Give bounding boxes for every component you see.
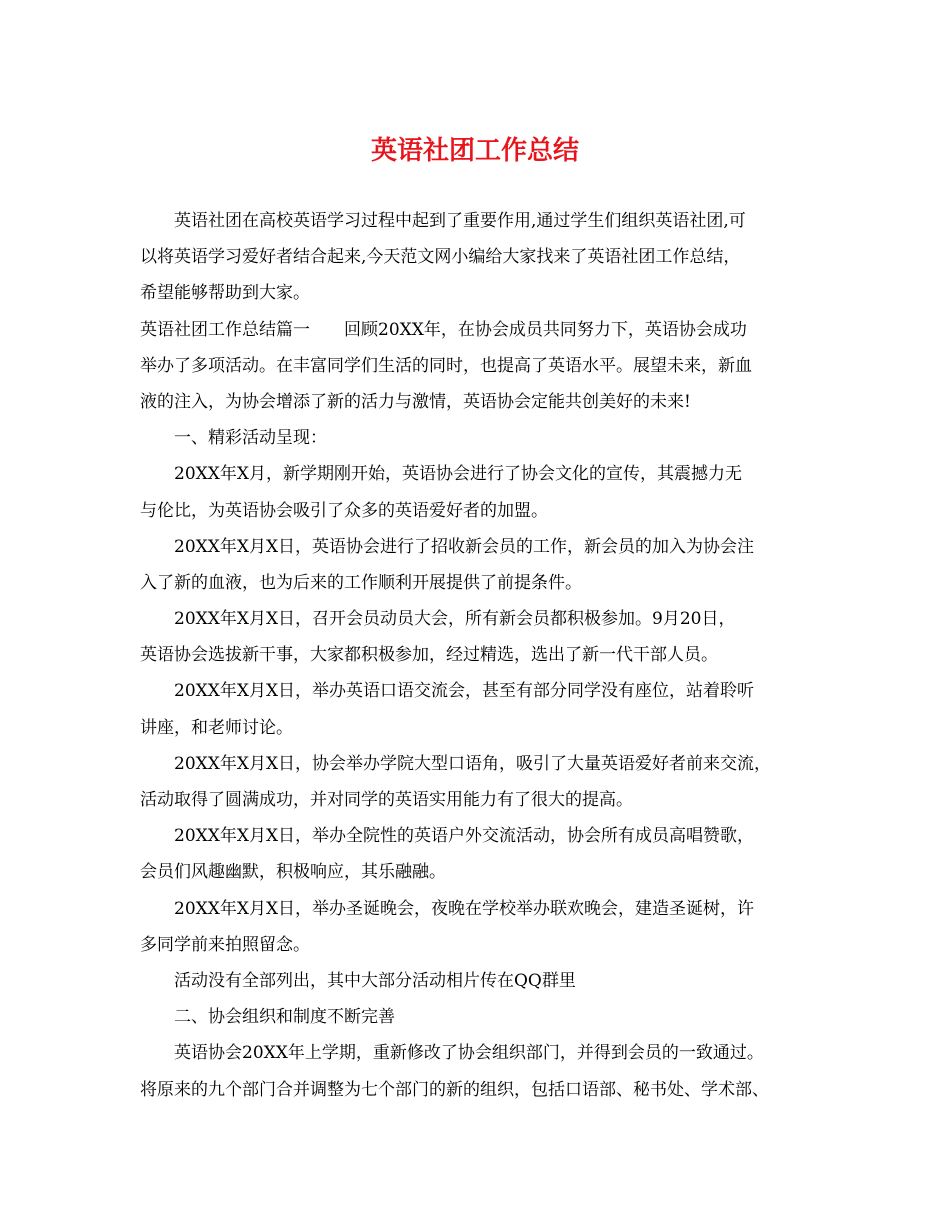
text-line: 液的注入，为协会增添了新的活力与激情，英语协会定能共创美好的未来! xyxy=(140,391,691,412)
text-line: 将原来的九个部门合并调整为七个部门的新的组织，包括口语部、秘书处、学术部、 xyxy=(140,1079,769,1100)
text-line: 20XX年X月，新学期刚开始，英语协会进行了协会文化的宣传，其震撼力无 xyxy=(174,464,742,485)
text-line: 20XX年X月X日，举办全院性的英语户外交流活动，协会所有成员高唱赞歌， xyxy=(174,826,755,847)
text-line: 20XX年X月X日，召开会员动员大会，所有新会员都积极参加。9月20日， xyxy=(174,609,736,630)
document-body xyxy=(140,203,830,1108)
text-line: 英语协会选拔新干事，大家都积极参加，经过精选，选出了新一代干部人员。 xyxy=(140,645,718,666)
text-line: 20XX年X月X日，协会举办学院大型口语角，吸引了大量英语爱好者前来交流， xyxy=(174,753,772,774)
text-line: 多同学前来拍照留念。 xyxy=(140,934,310,955)
text-line: 举办了多项活动。在丰富同学们生活的同时，也提高了英语水平。展望未来，新血 xyxy=(140,355,752,376)
text-line: 与伦比，为英语协会吸引了众多的英语爱好者的加盟。 xyxy=(140,500,548,521)
document-title: 英语社团工作总结 xyxy=(370,136,579,166)
text-line: 20XX年X月X日，英语协会进行了招收新会员的工作，新会员的加入为协会注 xyxy=(174,536,755,557)
text-line: 英语社团在高校英语学习过程中起到了重要作用,通过学生们组织英语社团,可 xyxy=(174,211,746,231)
section-heading: 一、精彩活动呈现： xyxy=(174,428,327,449)
text-line: 会员们风趣幽默，积极响应，其乐融融。 xyxy=(140,862,446,883)
text-line: 英语协会20XX年上学期，重新修改了协会组织部门，并得到会员的一致通过。 xyxy=(174,1043,764,1064)
text-line: 20XX年X月X日，举办英语口语交流会，甚至有部分同学没有座位，站着聆听 xyxy=(174,681,755,702)
text-line: 以将英语学习爱好者结合起来,今天范文网小编给大家找来了英语社团工作总结， xyxy=(140,247,741,268)
text-line: 讲座，和老师讨论。 xyxy=(140,717,293,738)
text-line: 活动取得了圆满成功，并对同学的英语实用能力有了很大的提高。 xyxy=(140,790,633,810)
text-line: 活动没有全部列出，其中大部分活动相片传在QQ群里 xyxy=(174,970,576,991)
text-line: 英语社团工作总结篇一 回顾20XX年，在协会成员共同努力下，英语协会成功 xyxy=(140,319,747,340)
text-line: 入了新的血液，也为后来的工作顺利开展提供了前提条件。 xyxy=(140,572,582,593)
section-heading: 二、协会组织和制度不断完善 xyxy=(174,1007,395,1028)
text-line: 20XX年X月X日，举办圣诞晚会，夜晚在学校举办联欢晚会，建造圣诞树，许 xyxy=(174,898,755,919)
text-line: 希望能够帮助到大家。 xyxy=(140,283,310,304)
